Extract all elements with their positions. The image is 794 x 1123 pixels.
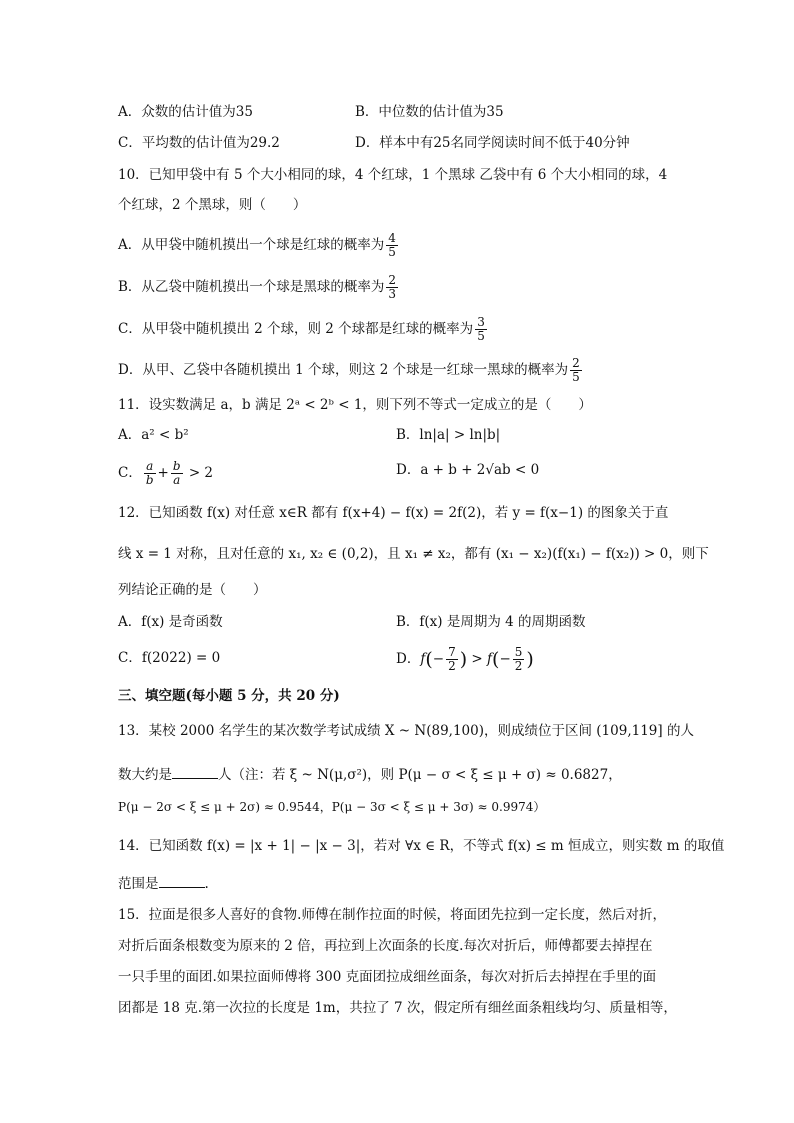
q10-stem-line2: 个红球，2 个黑球，则（ ） <box>118 197 307 213</box>
fraction-numerator: 4 <box>388 231 396 245</box>
fraction-numerator: 3 <box>477 315 485 329</box>
answer-blank[interactable] <box>172 764 218 779</box>
q15-line1: 15．拉面是很多人喜好的食物.师傅在制作拉面的时候，将面团先拉到一定长度，然后对折， <box>118 907 666 923</box>
q9-option-c: C．平均数的估计值为29.2 <box>118 135 280 151</box>
q15-line3: 一只手里的面团.如果拉面师傅将 300 克面团拉成细丝面条，每次对折后去掉捏在手里的面 <box>118 969 657 985</box>
q15-line4: 团都是 18 克.第一次拉的长度是 1m，共拉了 7 次，假定所有细丝面条粗线均匀、质量相等， <box>118 1000 677 1016</box>
q12-option-a: A．f(x) 是奇函数 <box>118 614 223 630</box>
q11-option-b: B．ln|a| > ln|b| <box>396 427 501 443</box>
fraction-denominator: 5 <box>477 329 485 343</box>
q10-option-c-text: C．从甲袋中随机摸出 2 个球，则 2 个球都是红球的概率为 <box>118 321 474 337</box>
q11-option-c: C． $\frac{a}{b}$ + $\frac{b}{a}$ > 2 <box>118 459 214 487</box>
q12-stem-line2: 线 x = 1 对称，且对任意的 x₁, x₂ ∈ (0,2)，且 x₁ ≠ x₂，都有 (x₁ − x₂)(f(x₁) − f(x₂)) > 0，则下 <box>118 546 709 562</box>
fraction-numerator: 2 <box>388 273 397 287</box>
q9-option-d: D．样本中有25名同学阅读时间不低于40分钟 <box>355 135 630 151</box>
q14-line2 <box>118 873 209 894</box>
section-heading: 三、填空题(每小题 5 分，共 20 分) <box>118 688 340 704</box>
fraction-a-over-b: $\frac{a}{b}$ <box>145 459 154 487</box>
fraction-seven-halves: $\frac{7}{2}$ <box>448 645 456 673</box>
q10-option-c <box>118 316 489 343</box>
q12-stem-line1: 12．已知函数 f(x) 对任意 x∈R 都有 f(x+4) − f(x) = 2f(2)，若 y = f(x−1) 的图象关于直 <box>118 505 669 521</box>
q10-option-d-text: D．从甲、乙袋中各随机摸出 1 个球，则这 2 个球是一红球一黑球的概率为 <box>118 362 569 378</box>
q12-stem-line3: 列结论正确的是（ ） <box>118 582 267 598</box>
q10-option-c-fraction <box>475 316 487 343</box>
q10-option-d-fraction <box>570 357 582 384</box>
q11-option-a: A．a² < b² <box>118 427 189 443</box>
q10-option-b <box>118 274 400 301</box>
fraction-b-over-a: $\frac{b}{a}$ <box>172 459 181 487</box>
fraction-denominator: 3 <box>388 287 397 301</box>
fraction-denominator: 5 <box>388 245 396 259</box>
fraction-numerator: 2 <box>572 356 580 370</box>
q14-line1: 14．已知函数 f(x) = |x + 1| − |x − 3|，若对 ∀x ∈ R，不等式 f(x) ≤ m 恒成立，则实数 m 的取值 <box>118 838 725 854</box>
q10-stem-line1: 10．已知甲袋中有 5 个大小相同的球，4 个红球，1 个黑球 乙袋中有 6 个大小相同的球，4 <box>118 167 668 183</box>
q12-option-d-label: D． <box>396 651 421 667</box>
q10-option-d <box>118 357 584 384</box>
q10-option-a <box>118 232 400 259</box>
fraction-five-halves: $\frac{5}{2}$ <box>514 645 523 673</box>
q12-option-b: B．f(x) 是周期为 4 的周期函数 <box>396 614 586 630</box>
q13-line2 <box>118 764 622 785</box>
q11-stem: 11．设实数满足 a，b 满足 2ᵃ < 2ᵇ < 1，则下列不等式一定成立的是（ ） <box>118 397 592 413</box>
q11-option-d: D．a + b + 2√ab < 0 <box>396 462 540 478</box>
q10-option-a-fraction <box>386 232 398 259</box>
q13-line1: 13．某校 2000 名学生的某次数学考试成绩 X ~ N(89,100)，则成绩位于区间 (109,119] 的人 <box>118 723 694 739</box>
q12-option-d: D．f(− $\frac{7}{2}$ ) > f(− $\frac{5}{2}$ ) <box>396 645 534 673</box>
q11-option-c-tail: > 2 <box>188 465 214 481</box>
q13-line2-pre: 数大约是 <box>118 767 172 783</box>
q14-line2-pre: 范围是 <box>118 876 159 892</box>
q15-line2: 对折后面条根数变为原来的 2 倍，再拉到上次面条的长度.每次对折后，师傅都要去掉捏在 <box>118 938 653 954</box>
answer-blank[interactable] <box>159 873 205 888</box>
q14-line2-post: . <box>204 876 209 892</box>
q12-option-c: C．f(2022) = 0 <box>118 650 221 666</box>
q10-option-a-text: A．从甲袋中随机摸出一个球是红球的概率为 <box>118 237 385 253</box>
q13-line3: P(μ − 2σ < ξ ≤ μ + 2σ) ≈ 0.9544，P(μ − 3σ < ξ ≤ μ + 3σ) ≈ 0.9974） <box>118 800 546 814</box>
q13-line2-post: 人（注：若 ξ ~ N(μ,σ²)，则 P(μ − σ < ξ ≤ μ + σ) ≈ 0.6827， <box>218 767 622 783</box>
q10-option-b-text: B．从乙袋中随机摸出一个球是黑球的概率为 <box>118 279 385 295</box>
q9-option-a: A．众数的估计值为35 <box>118 104 253 120</box>
q11-option-c-label: C． <box>118 465 142 481</box>
fraction-denominator: 5 <box>572 370 580 384</box>
q10-option-b-fraction <box>386 274 398 301</box>
q9-option-b: B．中位数的估计值为35 <box>355 104 504 120</box>
